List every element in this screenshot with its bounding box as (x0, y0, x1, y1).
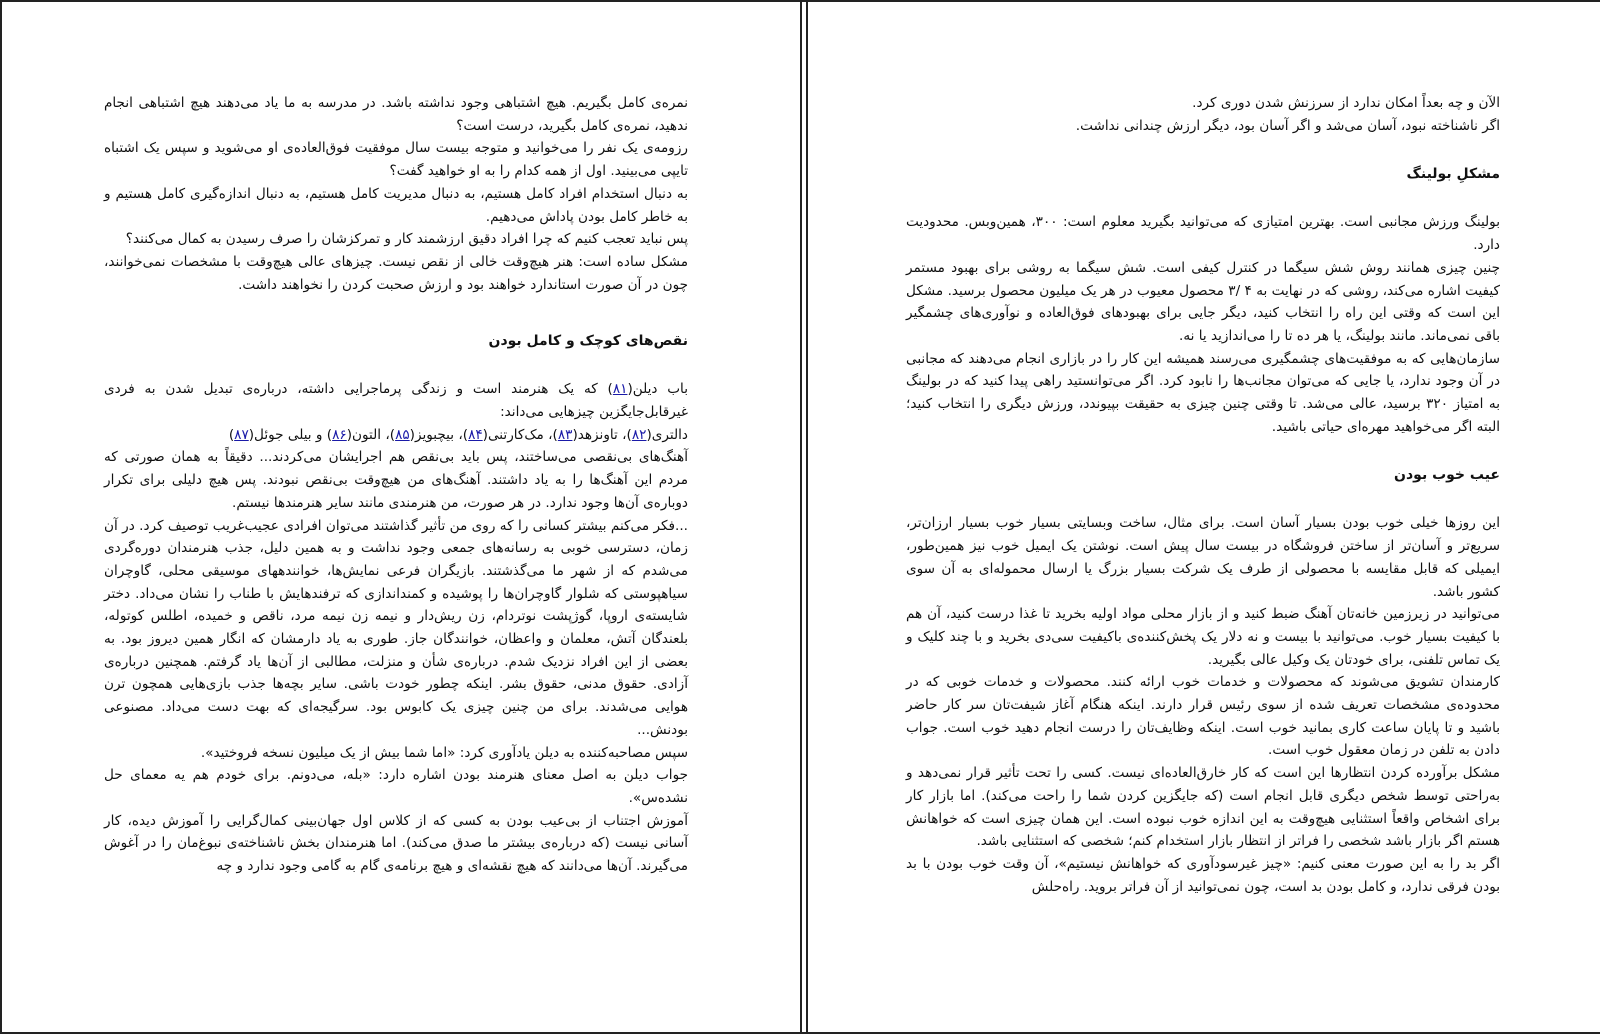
paragraph-artist-names (104, 424, 688, 447)
paragraph: آموزش اجتناب از بی‌عیب بودن به کسی که از کلاس اول جهان‌بینی کمال‌گرایی را آموزش دیده، کار آسانی نیست (که درباره‌ی بیشتر ما صدق می‌کند). اما هنرمندان بخش ناشناخته‌ی نبوغ‌مان را در آغوش می‌گیرند. آن‌ها می‌دانند که هیچ نقشه‌ای و هیچ برنامه‌ی گام به گامی وجود ندارد و چه (104, 812, 688, 875)
footnote-link-81[interactable]: ۸۱ (612, 381, 628, 398)
text-span: )، مک‌کارتنی( (482, 426, 558, 443)
paragraph: نمره‌ی کامل بگیریم. هیچ اشتباهی وجود نداشته باشد. در مدرسه به ما یاد می‌دهند هیچ اشتباهی انجام ندهید، نمره‌ی کامل بگیرید، درست است؟ (104, 95, 688, 134)
left-page-content (104, 92, 688, 878)
paragraph: سازمان‌هایی که به موفقیت‌های چشمگیری می‌رسند همیشه این کار را در بازاری انجام می‌دهند که مجانبی در آن وجود ندارد، یا جایی که می‌توان مجانب‌ها را نابود کرد. اگر می‌توانستید راهی پیدا کنید که در بولینگ به امتیاز ۳۲۰ برسید، عالی می‌شد. تا وقتی چنین چیزی به حقیقت بپیوندد، ورزش دیگری را انتخاب کنید؛ البته اگر می‌خواهید مهره‌ای حیاتی باشید. (906, 350, 1500, 435)
paragraph: آهنگ‌های بی‌نقصی می‌ساختند، پس باید بی‌نقص هم اجرایشان می‌کردند... دقیقاً به همان صورتی که مردم این آهنگ‌ها را به یاد داشتند. آهنگ‌های من هیچ‌وقت بی‌نقص نبودند. پس هیچ دلیلی برای تکرار دوباره‌ی آن‌ها وجود ندارد. در هر صورت، من هنرمندی مانند سایر هنرمندها نیستم. (104, 449, 688, 511)
paragraph: پس نباید تعجب کنیم که چرا افراد دقیق ارزشمند کار و تمرکزشان را صرف رسیدن به کمال می‌کنند؟ (125, 231, 688, 248)
text-span: باب دیلن( (627, 381, 688, 398)
paragraph: اگر بد را به این صورت معنی کنیم: «چیز غیرسودآوری که خواهانش نیستیم»، آن وقت خوب بودن با بد بودن فرقی ندارد، و کامل بودن بد است، چون نمی‌توانید از آن فراتر بروید. راه‌حلش (906, 855, 1500, 895)
paragraph: می‌توانید در زیرزمین خانه‌تان آهنگ ضبط کنید و از بازار محلی مواد اولیه بخرید تا غذا درست کنید، آن هم با کیفیت بسیار خوب. می‌توانید با بیست و نه دلار یک پخش‌کننده‌ی باکیفیت سی‌دی بخرید و با چند کلیک و یک تماس تلفنی، برای خودتان یک وکیل عالی بگیرید. (906, 606, 1500, 668)
footnote-link-87[interactable]: ۸۷ (234, 426, 249, 443)
section-heading: عیب خوب بودن (1394, 467, 1500, 484)
paragraph: الآن و چه بعداً امکان ندارد از سرزنش شدن دوری کرد. (1192, 95, 1500, 111)
text-span: ) (228, 426, 235, 443)
footnote-link-85[interactable]: ۸۵ (395, 426, 410, 443)
left-page (2, 2, 802, 1032)
paragraph: بولینگ ورزش مجانبی است. بهترین امتیازی که می‌توانید بگیرید معلوم است: ۳۰۰، همین‌وبس. محدودیت دارد. (906, 214, 1500, 254)
paragraph: به دنبال استخدام افراد کامل هستیم، به دنبال مدیریت کامل هستیم، به دنبال اندازه‌گیری کامل هستیم و به خاطر کامل بودن پاداش می‌دهیم. (104, 185, 688, 225)
paragraph: جواب دیلن به اصل معنای هنرمند بودن اشاره دارد: «بله، می‌دونم. برای خودم هم یه معمای حل نشده‌س». (104, 767, 688, 806)
right-page-content (906, 92, 1500, 898)
paragraph: اگر ناشناخته نبود، آسان می‌شد و اگر آسان بود، دیگر ارزش چندانی نداشت. (1075, 117, 1500, 134)
paragraph: چنین چیزی همانند روش شش سیگما در کنترل کیفی است. شش سیگما به روشی برای بهبود مستمر کیفیت اشاره می‌کند، روشی که در نهایت به ۴ /۳ محصول معیوب در هر یک میلیون محصول برسید. مشکل این است که وقتی این راه را انتخاب کنید، دیگر جایی برای بهبودهای فوق‌العاده و نوآوری‌های چشمگیر باقی نمی‌ماند. مانند بولینگ، یا هر ده تا را می‌اندازید یا نه. (906, 259, 1501, 344)
text-span: )، بیچبویز( (409, 426, 469, 443)
section-heading: نقص‌های کوچک و کامل بودن (488, 333, 688, 350)
footnote-link-82[interactable]: ۸۲ (631, 426, 647, 443)
footnote-link-86[interactable]: ۸۶ (332, 426, 347, 443)
text-span: )، التون( (346, 426, 396, 443)
text-span: ) و بیلی جوئل( (248, 426, 333, 443)
text-span: ) که یک هنرمند است و زندگی پرماجرایی داشته، درباره‌ی تبدیل شدن به فردی غیرقابل‌جایگزین چیزهایی می‌داند: (104, 381, 688, 421)
footnote-link-83[interactable]: ۸۳ (557, 426, 573, 443)
section-heading: مشکلِ بولینگ (1406, 166, 1500, 183)
footnote-link-84[interactable]: ۸۴ (468, 426, 483, 443)
paragraph: مشکل برآورده کردن انتظارها این است که کار خارق‌العاده‌ای نیست. کسی را تحت تأثیر قرار نمی‌دهد و به‌راحتی توسط شخص دیگری قابل انجام است (که جایگزین کردن شما را راحت می‌کند). اما بازار کار برای اشخاص واقعاً استثنایی هیچ‌وقت به این اندازه خوب نبوده است. این همان چیزی است که خواهانش هستم اگر بازار باشد شخصی را فراتر از انتظار بازار استخدام کنم؛ شخصی که استثنایی باشد. (906, 765, 1500, 850)
paragraph: کارمندان تشویق می‌شوند که محصولات و خدمات خوب ارائه کنند. محصولات و خدمات خوبی که در محدوده‌ی مشخصات تعریف شده از سوی رئیس قرار دارند. اینکه هنگام آغاز شیفت‌تان سر کار حاضر باشید و تا پایان ساعت کاری بمانید خوب است. اینکه وظایف‌تان را درست انجام دهید خوب است. جواب دادن به تلفن در زمان معقول خوب است. (906, 674, 1500, 759)
text-span: دالتری( (646, 426, 688, 443)
paragraph-dylan-intro (104, 378, 688, 423)
paragraph: رزومه‌ی یک نفر را می‌خوانید و متوجه بیست سال موفقیت فوق‌العاده‌ی او می‌شوید و سپس یک اشتباه تایپی می‌بینید. اول از همه کدام را به او خواهید گفت؟ (104, 140, 688, 180)
paragraph: ...فکر می‌کنم بیشتر کسانی را که روی من تأثیر گذاشتند می‌توان افرادی عجیب‌غریب توصیف کرد. در آن زمان، دسترسی خوبی به رسانه‌های جمعی وجود نداشت و به همین دلیل، جذب هنرمندان دوره‌گردی می‌شدم که از شهر ما می‌گذشتند. بازیگران فرعی نمایش‌ها، خوانندههای موسیقی محلی، گاوچران سیاهپوستی که شلوار گاوچران‌ها را پوشیده و کمنداندازی که ترفندهایش با طناب را نشان می‌داد. دختر شایسته‌ی اروپا، گوژپشت نوتردام، زن ریش‌دار و نیمه زن نیمه مرد، ناقص و خمیده، اطلس کوتوله، بلعندگان آتش، معلمان و واعظان، خوانندگان جاز. طوری به یاد دارمشان که انگار همین دیروز بود. به بعضی از این افراد نزدیک شدم. درباره‌ی شأن و منزلت، مطالبی از آن‌ها یاد گرفتم. همچنین درباره‌ی آزادی. حقوق مدنی، حقوق بشر. اینکه چطور خودت باشی. سایر بچه‌ها جذب بازی‌هایی همچون ترن هوایی می‌شدند. برای من چنین چیزی یک کابوس بود. سرگیجه‌ای که بهت دست می‌داد. مصنوعی بودنش... (104, 517, 688, 738)
paragraph: سپس مصاحبه‌کننده به دیلن یادآوری کرد: «اما شما بیش از یک میلیون نسخه فروختید». (200, 744, 688, 761)
text-span: )، تاونزهد( (572, 426, 632, 443)
right-page (806, 2, 1600, 1032)
paragraph: این روزها خیلی خوب بودن بسیار آسان است. برای مثال، ساخت وبسایتی بسیار خوب بسیار ارزان‌تر، سریع‌تر و آسان‌تر از ساختن فروشگاه در بیست سال پیش است. نوشتن یک ایمیل خوب نیز همین‌طور، ایمیلی که قابل مقایسه با محصولی از طرف یک شرکت بسیار بزرگ یا ارسال محموله‌ای به آن سوی کشور باشد. (906, 515, 1500, 600)
paragraph: مشکل ساده است: هنر هیچ‌وقت خالی از نقص نیست. چیزهای عالی هیچ‌وقت با مشخصات نمی‌خوانند، چون در آن صورت استاندارد خواهند بود و ارزش صحبت کردن را نخواهند داشت. (104, 253, 688, 293)
